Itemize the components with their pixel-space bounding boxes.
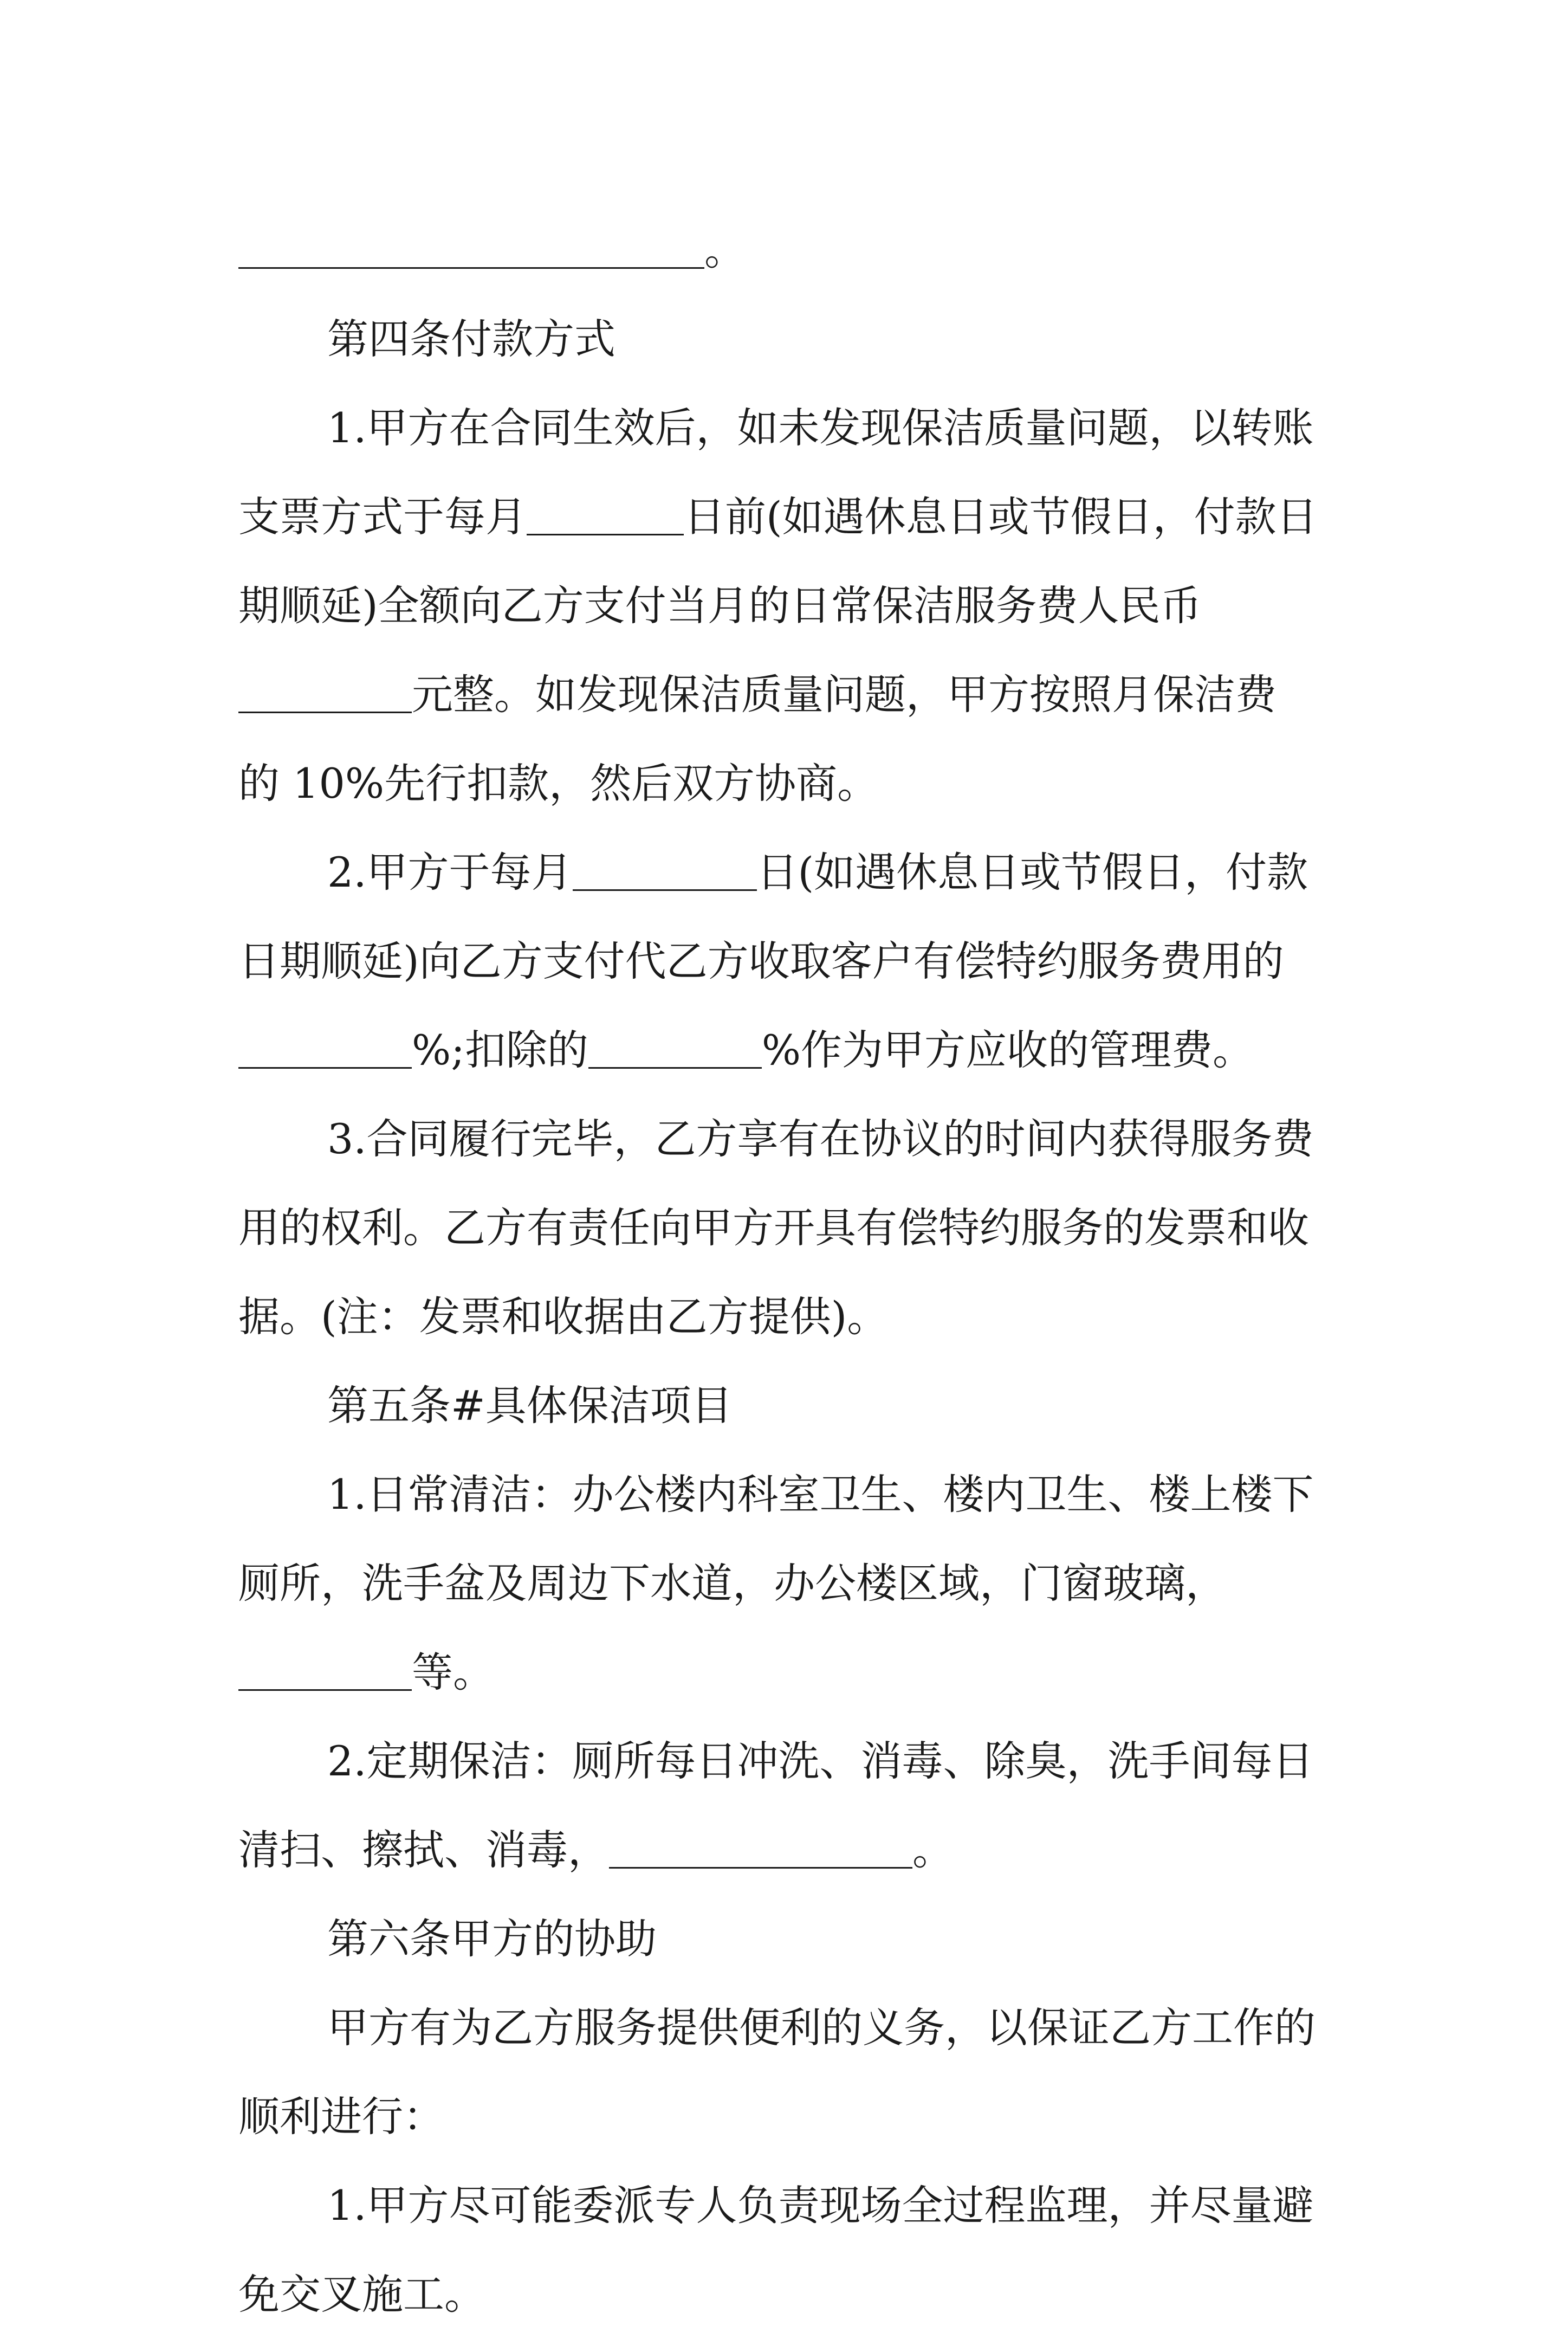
section-4-heading: 第四条付款方式	[327, 315, 615, 363]
document-body	[238, 206, 1344, 2339]
payment-clause-2-line-3	[238, 1006, 1344, 1095]
assistance-intro-line-2: 顺利进行：	[238, 2092, 444, 2141]
fill-blank	[238, 678, 412, 713]
line-1	[238, 206, 1344, 295]
section-6-heading: 第六条甲方的协助	[327, 1915, 657, 1963]
fill-blank	[573, 856, 757, 891]
payment-clause-1-line-1: 1.甲方在合同生效后，如未发现保洁质量问题，以转账	[327, 404, 1314, 452]
text-fragment: 日前(如遇休息日或节假日，付款日	[684, 493, 1318, 541]
section-5-heading: 第五条#具体保洁项目	[327, 1381, 733, 1430]
payment-clause-3-line-1: 3.合同履行完毕，乙方享有在协议的时间内获得服务费	[327, 1115, 1314, 1163]
fill-blank	[588, 1033, 762, 1069]
assistance-item-1-line-1: 1.甲方尽可能委派专人负责现场全过程监理，并尽量避	[327, 2181, 1314, 2230]
assistance-item-1-line-2: 免交叉施工。	[238, 2270, 485, 2318]
payment-clause-1-line-3: 期顺延)全额向乙方支付当月的日常保洁服务费人民币	[238, 581, 1202, 630]
fill-blank	[238, 1656, 412, 1691]
cleaning-item-1-line-1: 1.日常清洁：办公楼内科室卫生、楼内卫生、楼上楼下	[327, 1470, 1314, 1519]
text-fragment: 清扫、擦拭、消毒，	[238, 1826, 609, 1874]
text-fragment: 支票方式于每月	[238, 493, 527, 541]
assistance-intro-line-1: 甲方有为乙方服务提供便利的义务，以保证乙方工作的	[327, 2004, 1316, 2052]
fill-blank	[238, 1033, 412, 1069]
text-fragment: 。	[704, 226, 746, 274]
fill-blank	[527, 500, 684, 535]
cleaning-item-1-line-3	[238, 1628, 1344, 1717]
payment-clause-3-line-2: 用的权利。乙方有责任向甲方开具有偿特约服务的发票和收	[238, 1204, 1309, 1252]
text-fragment: %;扣除的	[412, 1026, 588, 1074]
text-fragment: %作为甲方应收的管理费。	[761, 1026, 1254, 1074]
payment-clause-3-line-3: 据。(注：发票和收据由乙方提供)。	[238, 1293, 889, 1341]
text-fragment: 等。	[412, 1648, 494, 1696]
text-fragment: 元整。如发现保洁质量问题，甲方按照月保洁费	[412, 670, 1277, 719]
cleaning-item-2-line-2	[238, 1806, 1344, 1895]
fill-blank	[238, 234, 704, 269]
cleaning-item-2-line-1: 2.定期保洁：厕所每日冲洗、消毒、除臭，洗手间每日	[327, 1737, 1314, 1785]
payment-clause-2-line-1	[238, 828, 1344, 917]
payment-clause-1-line-2	[238, 473, 1344, 561]
text-fragment: 日(如遇休息日或节假日，付款	[756, 848, 1308, 896]
payment-clause-1-line-4	[238, 650, 1344, 739]
payment-clause-2-line-2: 日期顺延)向乙方支付代乙方收取客户有偿特约服务费用的	[238, 937, 1284, 985]
payment-clause-1-line-5: 的 10%先行扣款，然后双方协商。	[238, 759, 879, 807]
fill-blank	[609, 1833, 912, 1869]
text-fragment: 。	[912, 1826, 954, 1874]
cleaning-item-1-line-2: 厕所，洗手盆及周边下水道，办公楼区域，门窗玻璃，	[238, 1559, 1227, 1607]
text-fragment: 2.甲方于每月	[327, 848, 573, 896]
